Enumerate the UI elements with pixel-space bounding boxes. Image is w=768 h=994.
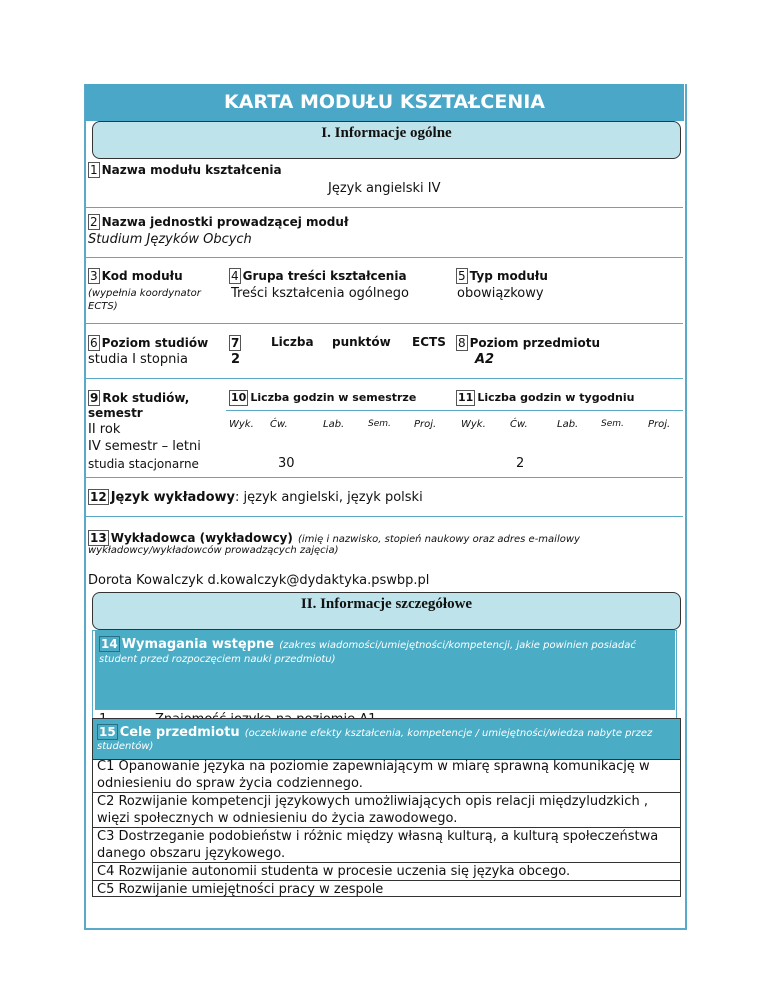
field-label: Wykładowca (wykładowcy) bbox=[110, 531, 293, 545]
page-title: KARTA MODUŁU KSZTAŁCENIA bbox=[85, 84, 684, 121]
field-label: Nazwa modułu kształcenia bbox=[101, 163, 282, 177]
divider bbox=[86, 323, 683, 324]
field-label: Kod modułu bbox=[101, 269, 183, 283]
field-label: Poziom studiów bbox=[101, 336, 209, 350]
field-label: Rok studiów, bbox=[102, 391, 190, 405]
goal-item bbox=[93, 828, 680, 863]
section-2-header: II. Informacje szczegółowe bbox=[92, 592, 681, 630]
module-name-value: Język angielski IV bbox=[328, 181, 441, 196]
divider bbox=[86, 378, 683, 379]
field-label: Grupa treści kształcenia bbox=[242, 269, 407, 283]
divider bbox=[86, 257, 683, 258]
goal-item bbox=[93, 863, 680, 881]
divider bbox=[86, 207, 683, 208]
field-number: 8 bbox=[458, 336, 466, 350]
field-number: 6 bbox=[90, 336, 98, 350]
divider bbox=[86, 516, 683, 517]
goal-line: C4 Rozwijanie autonomii studenta w procesie uczenia się języka obcego. bbox=[97, 864, 571, 879]
goal-line: C2 Rozwijanie kompetencji językowych umożliwiających opis relacji międzyludzkich , bbox=[97, 794, 648, 809]
sem-hours-col-cw: Ćw. bbox=[270, 419, 288, 430]
prerequisites-note-2: student przed rozpoczęciem nauki przedmiotu) bbox=[99, 654, 336, 665]
field-note: (zakres wiadomości/umiejętności/kompetencji, jakie powinien posiadać bbox=[279, 640, 636, 651]
goal-line: więzi społecznych w odniesieniu do życia zawodowego. bbox=[97, 811, 458, 826]
field-label: Liczba godzin w tygodniu bbox=[477, 391, 635, 404]
goals-list bbox=[92, 758, 681, 897]
field-12 bbox=[88, 489, 423, 505]
field-4-label bbox=[229, 268, 407, 284]
field-number: 7 bbox=[231, 336, 240, 350]
sem-hours-col-proj: Proj. bbox=[414, 419, 437, 430]
semester-value: IV semestr – letni bbox=[88, 439, 201, 454]
field-11-label bbox=[456, 390, 634, 406]
goal-item bbox=[93, 793, 680, 828]
sem-hours-col-lab: Lab. bbox=[323, 419, 345, 430]
unit-name-value: Studium Języków Obcych bbox=[88, 232, 252, 247]
sem-hours-col-sem: Sem. bbox=[368, 419, 391, 429]
field-number: 15 bbox=[99, 725, 116, 739]
goal-item bbox=[93, 881, 680, 898]
field-5-label bbox=[456, 268, 548, 284]
prerequisites-header bbox=[95, 630, 675, 709]
goal-line: C5 Rozwijanie umiejętności pracy w zespole bbox=[97, 882, 384, 897]
week-hours-col-sem: Sem. bbox=[601, 419, 624, 429]
language-value: : język angielski, język polski bbox=[235, 490, 423, 505]
week-hours-col-cw: Ćw. bbox=[510, 419, 528, 430]
ects-value: 2 bbox=[231, 352, 241, 367]
week-hours-col-wyk: Wyk. bbox=[461, 419, 486, 430]
field-7-label bbox=[229, 335, 449, 351]
module-type-value: obowiązkowy bbox=[457, 286, 544, 301]
study-year-value: II rok bbox=[88, 422, 121, 437]
goal-line: C3 Dostrzeganie podobieństw i różnic między własną kulturą, a kulturą społeczeństwa bbox=[97, 829, 659, 844]
field-2-label bbox=[88, 214, 348, 230]
field-number: 11 bbox=[458, 391, 474, 404]
field-label: Liczba godzin w semestrze bbox=[250, 391, 417, 404]
field-number: 12 bbox=[90, 490, 107, 504]
goal-line: C1 Opanowanie języka na poziomie zapewniającym w miarę sprawną komunikację w bbox=[97, 759, 650, 774]
field-number: 10 bbox=[231, 391, 247, 404]
week-hours-cw-value: 2 bbox=[516, 456, 525, 471]
field-label: Poziom przedmiotu bbox=[469, 336, 601, 350]
field-label: Wymagania wstępne bbox=[121, 637, 275, 652]
section-1-header: I. Informacje ogólne bbox=[92, 121, 681, 159]
study-mode-value: studia stacjonarne bbox=[88, 457, 199, 471]
ects-word-2: punktów bbox=[332, 335, 391, 349]
field-label: Nazwa jednostki prowadzącej moduł bbox=[101, 215, 349, 229]
field-label: Cele przedmiotu bbox=[119, 725, 240, 740]
goal-line: danego obszaru językowego. bbox=[97, 846, 286, 861]
field-number: 4 bbox=[231, 269, 239, 283]
field-number: 14 bbox=[101, 637, 118, 651]
code-note: (wypełnia koordynator ECTS) bbox=[88, 288, 201, 312]
field-label: Typ modułu bbox=[469, 269, 548, 283]
content-group-value: Treści kształcenia ogólnego bbox=[231, 286, 409, 301]
field-13-label bbox=[88, 527, 580, 546]
goals-header bbox=[92, 718, 681, 760]
field-number: 13 bbox=[90, 531, 107, 545]
field-9-label bbox=[88, 390, 189, 406]
field-number: 1 bbox=[90, 163, 98, 177]
field-13-note-2: wykładowcy/wykładowców prowadzących zajęcia) bbox=[88, 545, 339, 556]
goal-line: odniesieniu do spraw życia codziennego. bbox=[97, 776, 363, 791]
divider bbox=[226, 410, 683, 411]
field-1-label bbox=[88, 162, 282, 178]
week-hours-col-proj: Proj. bbox=[648, 419, 671, 430]
sem-hours-col-wyk: Wyk. bbox=[229, 419, 254, 430]
ects-word-3: ECTS bbox=[412, 335, 446, 349]
subject-level-value: A2 bbox=[475, 352, 495, 367]
field-3-label bbox=[88, 268, 183, 284]
field-number: 5 bbox=[458, 269, 466, 283]
field-note: (oczekiwane efekty kształcenia, kompetencje / umiejętności/wiedza nabyte przez bbox=[244, 728, 653, 739]
field-10-label bbox=[229, 390, 416, 406]
field-9-label-2: semestr bbox=[88, 406, 143, 420]
field-number: 3 bbox=[90, 269, 98, 283]
field-label: Język wykładowy bbox=[110, 490, 236, 505]
sem-hours-cw-value: 30 bbox=[278, 456, 295, 471]
ects-word-1: Liczba bbox=[271, 335, 314, 349]
divider bbox=[86, 477, 683, 478]
field-note: (imię i nazwisko, stopień naukowy oraz adres e-mailowy bbox=[297, 534, 580, 545]
field-8-label bbox=[456, 335, 600, 351]
week-hours-col-lab: Lab. bbox=[557, 419, 579, 430]
goals-note-2: studentów) bbox=[97, 741, 154, 752]
field-number: 9 bbox=[90, 391, 99, 405]
field-6-label bbox=[88, 335, 208, 351]
field-number: 2 bbox=[90, 215, 98, 229]
lecturer-value: Dorota Kowalczyk d.kowalczyk@dydaktyka.pswbp.pl bbox=[88, 573, 430, 588]
goal-item bbox=[93, 758, 680, 793]
study-level-value: studia I stopnia bbox=[88, 352, 188, 367]
